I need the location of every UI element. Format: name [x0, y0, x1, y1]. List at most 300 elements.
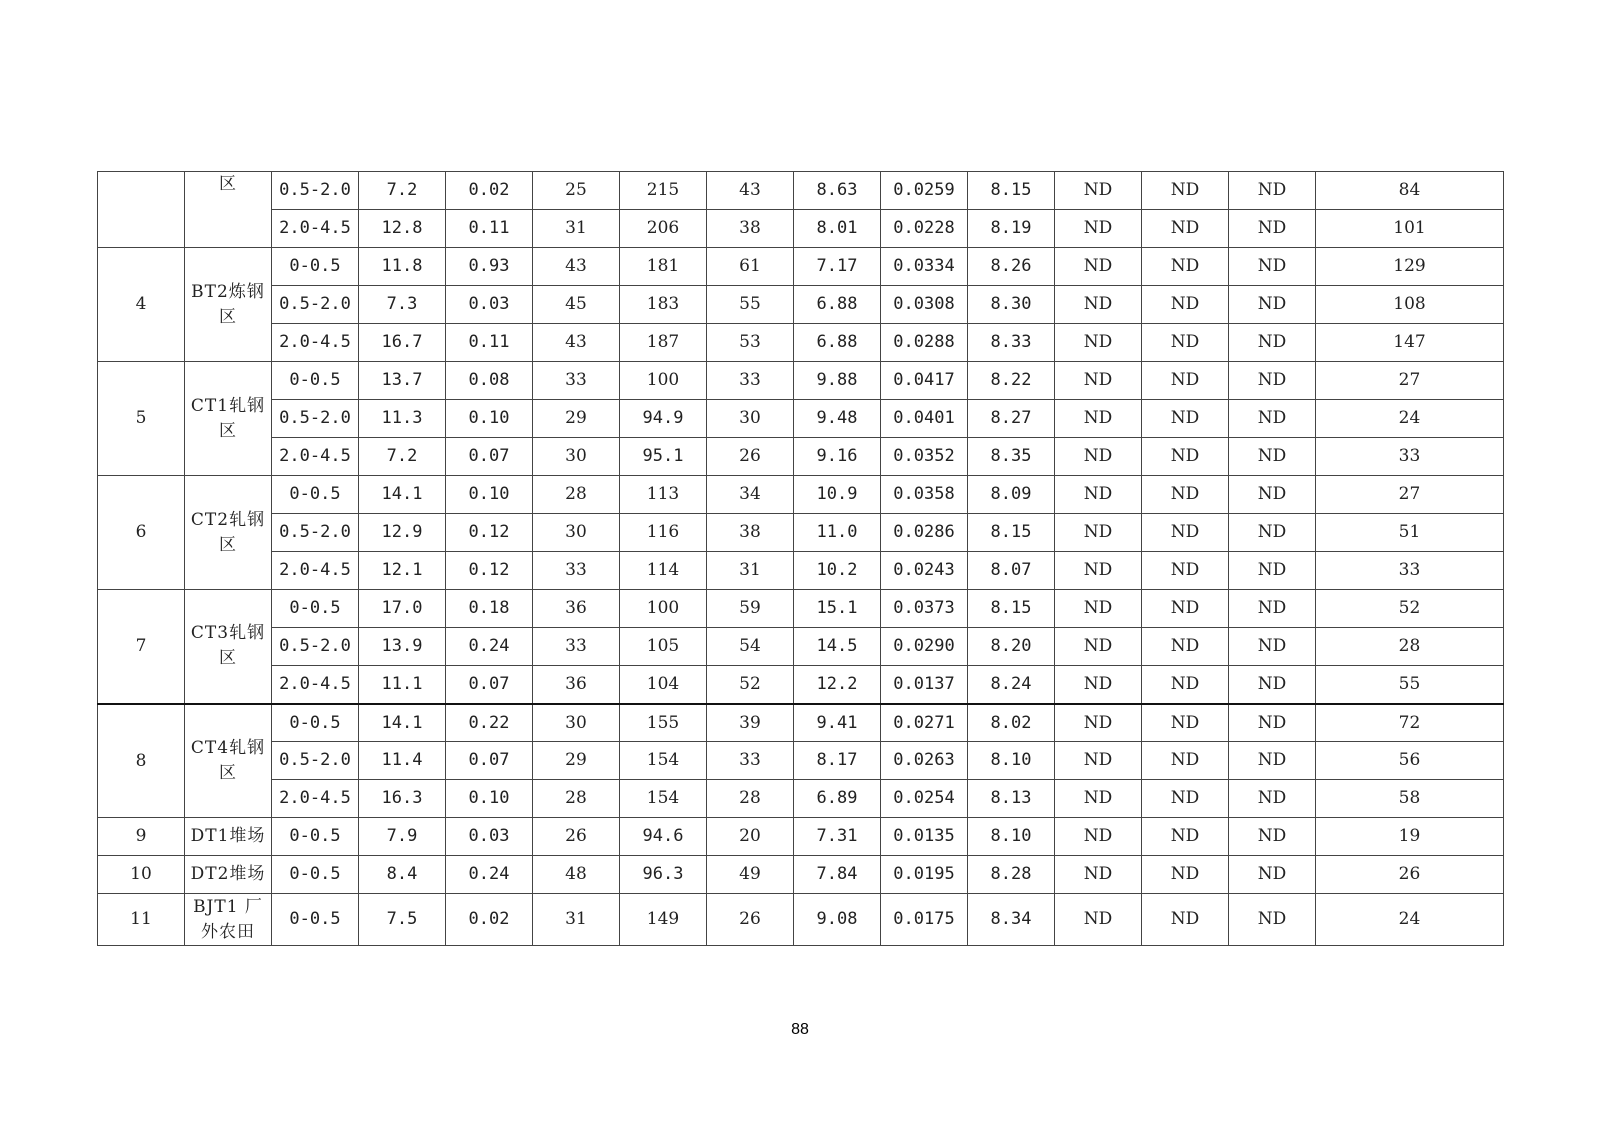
value-cell: 0.07 — [446, 438, 533, 476]
table-row — [98, 324, 1504, 362]
depth-cell: 0-0.5 — [272, 476, 359, 514]
value-cell: ND — [1229, 476, 1316, 514]
value-cell: 100 — [620, 590, 707, 628]
value-cell: 30 — [533, 704, 620, 742]
value-cell: ND — [1229, 172, 1316, 210]
depth-cell: 0.5-2.0 — [272, 742, 359, 780]
value-cell: 7.5 — [359, 894, 446, 946]
value-cell: 33 — [533, 628, 620, 666]
table-row — [98, 780, 1504, 818]
value-cell: 10.2 — [794, 552, 881, 590]
value-cell: ND — [1055, 362, 1142, 400]
value-cell: 38 — [707, 514, 794, 552]
value-cell: 28 — [533, 476, 620, 514]
value-cell: 26 — [1316, 856, 1504, 894]
value-cell: 31 — [533, 894, 620, 946]
value-cell: 0.24 — [446, 628, 533, 666]
value-cell: 8.22 — [968, 362, 1055, 400]
value-cell: 43 — [533, 324, 620, 362]
value-cell: 0.02 — [446, 172, 533, 210]
value-cell: 0.0271 — [881, 704, 968, 742]
value-cell: ND — [1229, 362, 1316, 400]
value-cell: 8.13 — [968, 780, 1055, 818]
value-cell: 33 — [1316, 552, 1504, 590]
value-cell: 30 — [533, 438, 620, 476]
depth-cell: 0-0.5 — [272, 362, 359, 400]
value-cell: ND — [1055, 856, 1142, 894]
value-cell: 33 — [1316, 438, 1504, 476]
value-cell: 187 — [620, 324, 707, 362]
value-cell: ND — [1142, 628, 1229, 666]
value-cell: ND — [1055, 818, 1142, 856]
value-cell: 114 — [620, 552, 707, 590]
value-cell: ND — [1229, 514, 1316, 552]
value-cell: 12.9 — [359, 514, 446, 552]
value-cell: 0.07 — [446, 666, 533, 704]
value-cell: 9.41 — [794, 704, 881, 742]
site-name-cell: CT2轧钢区 — [185, 476, 272, 590]
value-cell: 9.88 — [794, 362, 881, 400]
value-cell: 26 — [707, 894, 794, 946]
value-cell: 56 — [1316, 742, 1504, 780]
value-cell: ND — [1229, 704, 1316, 742]
value-cell: ND — [1055, 590, 1142, 628]
value-cell: 7.17 — [794, 248, 881, 286]
depth-cell: 0-0.5 — [272, 704, 359, 742]
value-cell: 8.26 — [968, 248, 1055, 286]
value-cell: 9.48 — [794, 400, 881, 438]
value-cell: 6.88 — [794, 324, 881, 362]
value-cell: 0.0228 — [881, 210, 968, 248]
value-cell: 0.03 — [446, 818, 533, 856]
value-cell: 54 — [707, 628, 794, 666]
value-cell: 33 — [533, 362, 620, 400]
value-cell: 84 — [1316, 172, 1504, 210]
value-cell: 15.1 — [794, 590, 881, 628]
value-cell: 26 — [533, 818, 620, 856]
value-cell: 0.0254 — [881, 780, 968, 818]
value-cell: ND — [1142, 324, 1229, 362]
value-cell: 113 — [620, 476, 707, 514]
value-cell: 8.09 — [968, 476, 1055, 514]
depth-cell: 2.0-4.5 — [272, 324, 359, 362]
depth-cell: 0.5-2.0 — [272, 628, 359, 666]
value-cell: 0.0135 — [881, 818, 968, 856]
value-cell: 8.07 — [968, 552, 1055, 590]
value-cell: 34 — [707, 476, 794, 514]
value-cell: 38 — [707, 210, 794, 248]
value-cell: 8.28 — [968, 856, 1055, 894]
table-row — [98, 666, 1504, 704]
value-cell: 16.3 — [359, 780, 446, 818]
value-cell: 0.93 — [446, 248, 533, 286]
site-name-cell: DT2堆场 — [185, 856, 272, 894]
value-cell: ND — [1055, 172, 1142, 210]
value-cell: 0.0263 — [881, 742, 968, 780]
value-cell: 9.08 — [794, 894, 881, 946]
value-cell: 0.0358 — [881, 476, 968, 514]
value-cell: ND — [1142, 552, 1229, 590]
value-cell: 11.1 — [359, 666, 446, 704]
value-cell: ND — [1142, 742, 1229, 780]
depth-cell: 0-0.5 — [272, 590, 359, 628]
depth-cell: 0.5-2.0 — [272, 400, 359, 438]
value-cell: 8.10 — [968, 818, 1055, 856]
table-body — [98, 172, 1504, 946]
depth-cell: 0-0.5 — [272, 248, 359, 286]
value-cell: 24 — [1316, 894, 1504, 946]
value-cell: 29 — [533, 742, 620, 780]
table-row — [98, 628, 1504, 666]
value-cell: 8.27 — [968, 400, 1055, 438]
value-cell: 33 — [533, 552, 620, 590]
table-row — [98, 286, 1504, 324]
site-name-cell: CT1轧钢区 — [185, 362, 272, 476]
value-cell: 8.15 — [968, 590, 1055, 628]
value-cell: 94.9 — [620, 400, 707, 438]
value-cell: 28 — [1316, 628, 1504, 666]
value-cell: 31 — [707, 552, 794, 590]
value-cell: 8.34 — [968, 894, 1055, 946]
value-cell: ND — [1229, 856, 1316, 894]
value-cell: ND — [1142, 818, 1229, 856]
value-cell: 7.2 — [359, 438, 446, 476]
value-cell: 0.0137 — [881, 666, 968, 704]
value-cell: ND — [1229, 552, 1316, 590]
value-cell: ND — [1229, 894, 1316, 946]
value-cell: 48 — [533, 856, 620, 894]
value-cell: ND — [1229, 818, 1316, 856]
sample-number-cell: 9 — [98, 818, 185, 856]
value-cell: 100 — [620, 362, 707, 400]
value-cell: ND — [1055, 400, 1142, 438]
value-cell: 147 — [1316, 324, 1504, 362]
value-cell: 52 — [1316, 590, 1504, 628]
value-cell: 72 — [1316, 704, 1504, 742]
value-cell: 59 — [707, 590, 794, 628]
table-row — [98, 818, 1504, 856]
value-cell: 0.10 — [446, 400, 533, 438]
value-cell: ND — [1229, 628, 1316, 666]
value-cell: 0.24 — [446, 856, 533, 894]
value-cell: 8.35 — [968, 438, 1055, 476]
value-cell: 25 — [533, 172, 620, 210]
site-name-cell: 区 — [185, 172, 272, 248]
value-cell: 0.0259 — [881, 172, 968, 210]
value-cell: 30 — [533, 514, 620, 552]
page-number: 88 — [791, 1021, 809, 1038]
value-cell: 33 — [707, 362, 794, 400]
value-cell: 12.8 — [359, 210, 446, 248]
value-cell: 0.10 — [446, 780, 533, 818]
value-cell: 0.0401 — [881, 400, 968, 438]
value-cell: 19 — [1316, 818, 1504, 856]
value-cell: ND — [1055, 666, 1142, 704]
value-cell: 8.10 — [968, 742, 1055, 780]
value-cell: 94.6 — [620, 818, 707, 856]
value-cell: 49 — [707, 856, 794, 894]
value-cell: 20 — [707, 818, 794, 856]
value-cell: ND — [1055, 704, 1142, 742]
value-cell: ND — [1229, 438, 1316, 476]
value-cell: 55 — [707, 286, 794, 324]
value-cell: 0.0417 — [881, 362, 968, 400]
table-row — [98, 248, 1504, 286]
value-cell: 116 — [620, 514, 707, 552]
value-cell: 12.1 — [359, 552, 446, 590]
value-cell: ND — [1055, 742, 1142, 780]
value-cell: 0.0195 — [881, 856, 968, 894]
value-cell: 7.84 — [794, 856, 881, 894]
value-cell: 10.9 — [794, 476, 881, 514]
depth-cell: 0.5-2.0 — [272, 286, 359, 324]
value-cell: ND — [1142, 362, 1229, 400]
sample-number-cell: 11 — [98, 894, 185, 946]
value-cell: ND — [1055, 324, 1142, 362]
sample-number-cell — [98, 172, 185, 248]
depth-cell: 0-0.5 — [272, 818, 359, 856]
sample-number-cell: 5 — [98, 362, 185, 476]
value-cell: ND — [1229, 666, 1316, 704]
value-cell: 149 — [620, 894, 707, 946]
table-row — [98, 172, 1504, 210]
value-cell: ND — [1142, 514, 1229, 552]
value-cell: 53 — [707, 324, 794, 362]
value-cell: ND — [1055, 286, 1142, 324]
value-cell: 8.33 — [968, 324, 1055, 362]
value-cell: 6.89 — [794, 780, 881, 818]
value-cell: 0.22 — [446, 704, 533, 742]
value-cell: ND — [1055, 552, 1142, 590]
value-cell: 33 — [707, 742, 794, 780]
value-cell: 96.3 — [620, 856, 707, 894]
value-cell: ND — [1055, 514, 1142, 552]
value-cell: ND — [1055, 628, 1142, 666]
value-cell: 101 — [1316, 210, 1504, 248]
value-cell: 55 — [1316, 666, 1504, 704]
value-cell: 8.63 — [794, 172, 881, 210]
value-cell: ND — [1229, 590, 1316, 628]
value-cell: 129 — [1316, 248, 1504, 286]
depth-cell: 0-0.5 — [272, 856, 359, 894]
value-cell: 8.15 — [968, 172, 1055, 210]
value-cell: 8.01 — [794, 210, 881, 248]
value-cell: ND — [1142, 172, 1229, 210]
sample-number-cell: 4 — [98, 248, 185, 362]
value-cell: 8.30 — [968, 286, 1055, 324]
value-cell: 31 — [533, 210, 620, 248]
value-cell: ND — [1142, 780, 1229, 818]
value-cell: 0.10 — [446, 476, 533, 514]
value-cell: 0.12 — [446, 552, 533, 590]
value-cell: 16.7 — [359, 324, 446, 362]
value-cell: 51 — [1316, 514, 1504, 552]
value-cell: 29 — [533, 400, 620, 438]
value-cell: 30 — [707, 400, 794, 438]
value-cell: 181 — [620, 248, 707, 286]
value-cell: ND — [1142, 286, 1229, 324]
value-cell: 0.02 — [446, 894, 533, 946]
table-row — [98, 856, 1504, 894]
table-row — [98, 704, 1504, 742]
value-cell: ND — [1055, 476, 1142, 514]
value-cell: 11.4 — [359, 742, 446, 780]
value-cell: 61 — [707, 248, 794, 286]
value-cell: 0.0308 — [881, 286, 968, 324]
table-row — [98, 210, 1504, 248]
value-cell: 7.3 — [359, 286, 446, 324]
value-cell: 11.0 — [794, 514, 881, 552]
value-cell: 27 — [1316, 476, 1504, 514]
value-cell: 0.08 — [446, 362, 533, 400]
value-cell: 7.9 — [359, 818, 446, 856]
value-cell: ND — [1055, 248, 1142, 286]
value-cell: 183 — [620, 286, 707, 324]
value-cell: 0.12 — [446, 514, 533, 552]
value-cell: 6.88 — [794, 286, 881, 324]
sample-number-cell: 10 — [98, 856, 185, 894]
value-cell: 0.11 — [446, 324, 533, 362]
table-row — [98, 438, 1504, 476]
depth-cell: 2.0-4.5 — [272, 210, 359, 248]
value-cell: 24 — [1316, 400, 1504, 438]
value-cell: 9.16 — [794, 438, 881, 476]
value-cell: 11.3 — [359, 400, 446, 438]
value-cell: 52 — [707, 666, 794, 704]
value-cell: 12.2 — [794, 666, 881, 704]
table-row — [98, 514, 1504, 552]
table-row — [98, 362, 1504, 400]
value-cell: ND — [1229, 742, 1316, 780]
value-cell: ND — [1142, 438, 1229, 476]
value-cell: 154 — [620, 780, 707, 818]
value-cell: ND — [1055, 210, 1142, 248]
value-cell: 43 — [533, 248, 620, 286]
site-name-cell: CT3轧钢区 — [185, 590, 272, 704]
value-cell: 0.0334 — [881, 248, 968, 286]
value-cell: 0.0243 — [881, 552, 968, 590]
value-cell: 0.03 — [446, 286, 533, 324]
value-cell: 14.1 — [359, 704, 446, 742]
value-cell: 36 — [533, 590, 620, 628]
soil-data-table — [97, 171, 1504, 946]
value-cell: 8.24 — [968, 666, 1055, 704]
value-cell: 17.0 — [359, 590, 446, 628]
value-cell: 215 — [620, 172, 707, 210]
value-cell: ND — [1055, 894, 1142, 946]
depth-cell: 2.0-4.5 — [272, 552, 359, 590]
value-cell: 104 — [620, 666, 707, 704]
value-cell: 39 — [707, 704, 794, 742]
site-name-cell: DT1堆场 — [185, 818, 272, 856]
value-cell: 95.1 — [620, 438, 707, 476]
depth-cell: 0.5-2.0 — [272, 172, 359, 210]
value-cell: ND — [1142, 400, 1229, 438]
value-cell: ND — [1055, 438, 1142, 476]
value-cell: 43 — [707, 172, 794, 210]
value-cell: 108 — [1316, 286, 1504, 324]
value-cell: ND — [1229, 210, 1316, 248]
value-cell: 0.07 — [446, 742, 533, 780]
value-cell: 13.9 — [359, 628, 446, 666]
value-cell: 154 — [620, 742, 707, 780]
value-cell: 0.18 — [446, 590, 533, 628]
value-cell: ND — [1229, 324, 1316, 362]
value-cell: 8.20 — [968, 628, 1055, 666]
value-cell: 0.11 — [446, 210, 533, 248]
table-row — [98, 400, 1504, 438]
value-cell: ND — [1142, 476, 1229, 514]
value-cell: 14.1 — [359, 476, 446, 514]
value-cell: ND — [1229, 286, 1316, 324]
depth-cell: 2.0-4.5 — [272, 780, 359, 818]
sample-number-cell: 8 — [98, 704, 185, 818]
value-cell: 0.0286 — [881, 514, 968, 552]
table-row — [98, 476, 1504, 514]
value-cell: 14.5 — [794, 628, 881, 666]
depth-cell: 0.5-2.0 — [272, 514, 359, 552]
value-cell: ND — [1142, 894, 1229, 946]
value-cell: ND — [1229, 248, 1316, 286]
value-cell: 8.4 — [359, 856, 446, 894]
depth-cell: 0-0.5 — [272, 894, 359, 946]
value-cell: 8.17 — [794, 742, 881, 780]
value-cell: 155 — [620, 704, 707, 742]
value-cell: ND — [1229, 780, 1316, 818]
value-cell: ND — [1142, 704, 1229, 742]
value-cell: 11.8 — [359, 248, 446, 286]
value-cell: ND — [1055, 780, 1142, 818]
site-name-cell: BJT1 厂外农田 — [185, 894, 272, 946]
value-cell: 0.0288 — [881, 324, 968, 362]
table-row — [98, 590, 1504, 628]
value-cell: ND — [1142, 666, 1229, 704]
value-cell: 8.19 — [968, 210, 1055, 248]
value-cell: 0.0373 — [881, 590, 968, 628]
depth-cell: 2.0-4.5 — [272, 438, 359, 476]
value-cell: ND — [1142, 210, 1229, 248]
value-cell: 8.15 — [968, 514, 1055, 552]
value-cell: ND — [1229, 400, 1316, 438]
value-cell: 8.02 — [968, 704, 1055, 742]
table-row — [98, 894, 1504, 946]
table-row — [98, 552, 1504, 590]
value-cell: 36 — [533, 666, 620, 704]
depth-cell: 2.0-4.5 — [272, 666, 359, 704]
value-cell: ND — [1142, 856, 1229, 894]
value-cell: 28 — [533, 780, 620, 818]
sample-number-cell: 6 — [98, 476, 185, 590]
value-cell: 58 — [1316, 780, 1504, 818]
value-cell: 7.31 — [794, 818, 881, 856]
value-cell: 0.0352 — [881, 438, 968, 476]
site-name-cell: CT4轧钢区 — [185, 704, 272, 818]
value-cell: ND — [1142, 248, 1229, 286]
value-cell: 0.0175 — [881, 894, 968, 946]
value-cell: 27 — [1316, 362, 1504, 400]
value-cell: 45 — [533, 286, 620, 324]
value-cell: 13.7 — [359, 362, 446, 400]
value-cell: ND — [1142, 590, 1229, 628]
value-cell: 28 — [707, 780, 794, 818]
value-cell: 0.0290 — [881, 628, 968, 666]
value-cell: 105 — [620, 628, 707, 666]
sample-number-cell: 7 — [98, 590, 185, 704]
site-name-cell: BT2炼钢区 — [185, 248, 272, 362]
table-row — [98, 742, 1504, 780]
value-cell: 206 — [620, 210, 707, 248]
value-cell: 7.2 — [359, 172, 446, 210]
